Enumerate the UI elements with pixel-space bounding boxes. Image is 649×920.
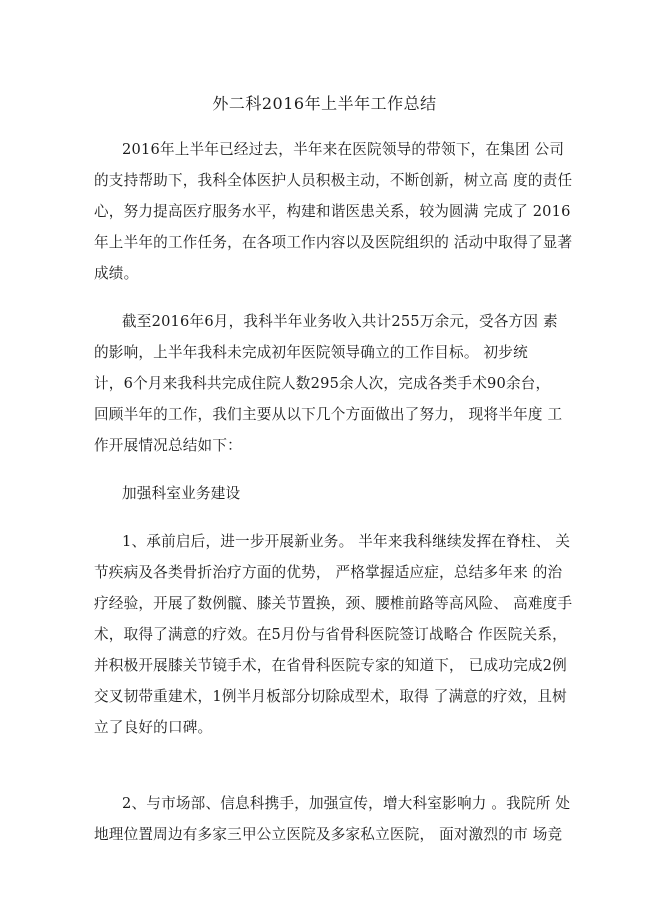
paragraph-summary-line-3: 计，6个月来我科共完成住院人数295余人次，完成各类手术90余台， [94, 375, 551, 392]
item-1-line-3: 疗经验，开展了数例髋、膝关节置换，颈、腰椎前路等高风险、 高难度手 [94, 595, 573, 612]
paragraph-summary-line-5: 作开展情况总结如下： [94, 437, 242, 454]
paragraph-intro-line-4: 年上半年的工作任务，在各项工作内容以及医院组织的 活动中取得了显著 [94, 234, 573, 251]
item-2-line-1: 2、与市场部、信息科携手，加强宣传，增大科室影响力 。我院所 处 [122, 795, 571, 812]
item-1-line-5: 并积极开展膝关节镜手术，在省骨科医院专家的知道下， 已成功完成2例 [94, 657, 567, 674]
item-1-line-1: 1、承前启后，进一步开展新业务。 半年来我科继续发挥在脊柱、 关 [122, 533, 571, 550]
paragraph-summary-line-1: 截至2016年6月，我科半年业务收入共计255万余元，受各方因 素 [122, 313, 558, 330]
item-1-line-2: 节疾病及各类骨折治疗方面的优势， 严格掌握适应症，总结多年来 的治 [94, 564, 563, 581]
document-title: 外二科2016年上半年工作总结 [212, 94, 437, 113]
item-1-line-4: 术，取得了满意的疗效。在5月份与省骨科医院签订战略合 作医院关系， [94, 626, 567, 643]
item-2-line-2: 地理位置周边有多家三甲公立医院及多家私立医院， 面对激烈的市 场竞 [94, 826, 563, 843]
paragraph-summary-line-2: 的影响，上半年我科未完成初年医院领导确立的工作目标。 初步统 [94, 344, 528, 361]
paragraph-intro-line-1: 2016年上半年已经过去，半年来在医院领导的带领下，在集团 公司 [122, 141, 565, 158]
paragraph-intro-line-3: 心，努力提高医疗服务水平，构建和谐医患关系，较为圆满 完成了 2016 [94, 203, 571, 220]
item-1-line-6: 交叉韧带重建术，1例半月板部分切除成型术，取得 了满意的疗效，且树 [94, 688, 567, 705]
paragraph-intro-line-2: 的支持帮助下，我科全体医护人员积极主动，不断创新，树立高 度的责任 [94, 172, 573, 189]
item-1-line-7: 立了良好的口碑。 [94, 719, 213, 736]
paragraph-summary-line-4: 回顾半年的工作，我们主要从以下几个方面做出了努力， 现将半年度 工 [94, 406, 563, 423]
paragraph-intro-line-5: 成绩。 [94, 265, 139, 282]
section-heading: 加强科室业务建设 [122, 485, 241, 502]
